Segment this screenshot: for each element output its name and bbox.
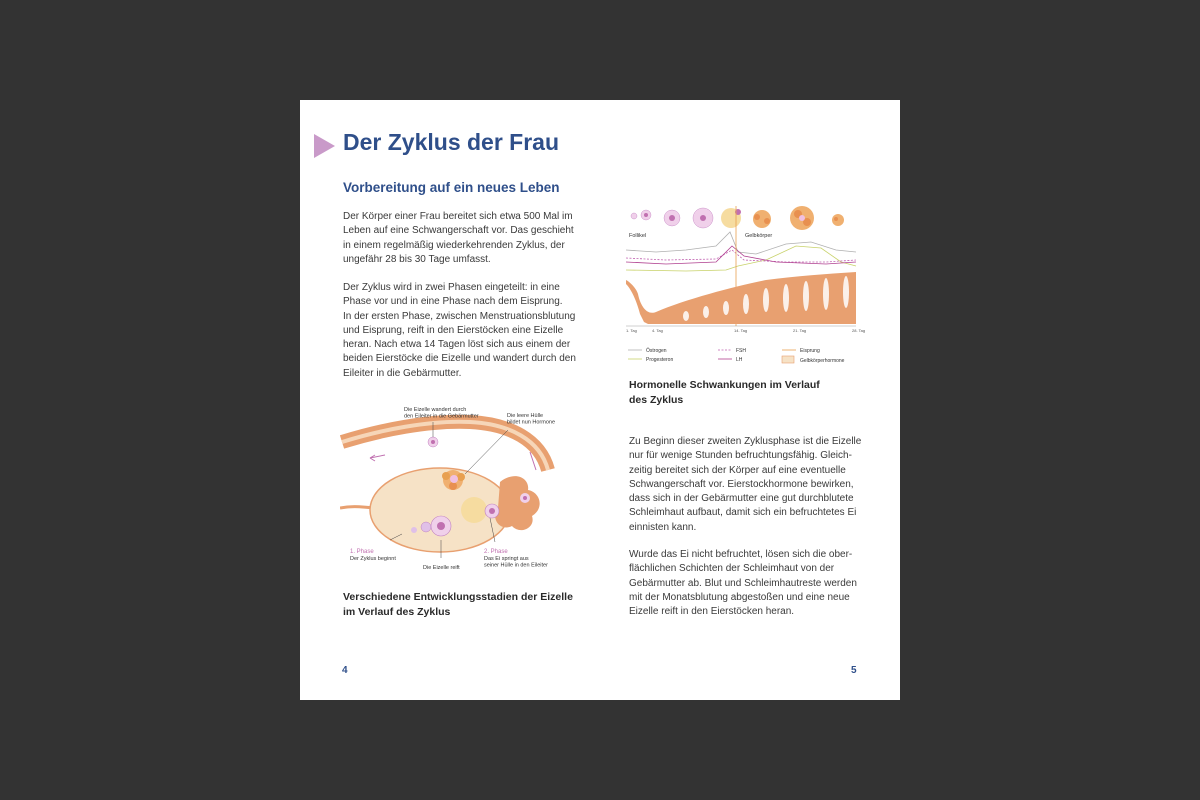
text-line: Phase vor und in eine Phase nach dem Eisprung.: [343, 296, 563, 308]
text-line: nur für wenige Stunden befruchtungsfähig. Gleich-: [629, 450, 852, 462]
text-line: in einem regelmäßig wiederkehrenden Zyklus, der: [343, 239, 565, 251]
text-line: Schwangerschaft vor. Eierstockhormone bewirken,: [629, 478, 854, 490]
follicle-stages: [631, 206, 844, 230]
legend-label: Östrogen: [646, 348, 667, 354]
text-line: Leben auf eine Schwangerschaft vor. Das geschieht: [343, 225, 574, 237]
label-phase-1-title: 1. Phase: [350, 549, 374, 555]
egg-nucleus: [489, 508, 495, 514]
intro-paragraph: [343, 210, 593, 267]
second-phase-paragraph: [629, 435, 879, 535]
page-number-left: 4: [342, 665, 348, 676]
fimbriae: [495, 476, 540, 530]
section-subtitle: Vorbereitung auf ein neues Leben: [343, 180, 560, 195]
page-title: Der Zyklus der Frau: [343, 129, 560, 155]
text-line: dass sich in der Gebärmutter eine gut durchblutete: [629, 493, 854, 505]
follicle-medium: [421, 522, 431, 532]
text-line: heran. Nach etwa 14 Tagen löst sich aus einem der: [343, 339, 571, 351]
text-line: zeitig bereitet sich der Körper auf eine eventuelle: [629, 464, 846, 476]
caption-line: Hormonelle Schwankungen im Verlauf: [629, 379, 820, 391]
tick-label: 28. Tag: [852, 328, 866, 333]
label-follicle: Follikel: [629, 233, 647, 239]
text-line: Eizelle reift in den Eierstöcken heran.: [629, 606, 795, 618]
ligament: [340, 506, 374, 508]
text-line: und Eisprung, reift in den Eierstöcken eine Eizelle: [343, 324, 564, 336]
page-number-right: 5: [851, 665, 857, 676]
label-corpus-luteum: Gelbkörper: [745, 233, 773, 239]
pointer-line: [465, 430, 508, 474]
text-line: In der ersten Phase, zwischen Menstruationsblutung: [343, 310, 576, 322]
chart-caption: [629, 378, 879, 408]
phase-paragraph: [343, 281, 593, 381]
text-line: Schleimhaut aufbaut, damit sich ein befruchtetes Ei: [629, 507, 857, 519]
text-line: Gebärmutter ab. Blut und Schleimhautreste werden: [629, 577, 857, 589]
title-marker-triangle-icon: [314, 134, 335, 158]
legend-label: FSH: [736, 348, 746, 354]
tick-label: 1. Tag: [626, 328, 637, 333]
text-line: Zu Beginn dieser zweiten Zyklusphase ist die Eizelle: [629, 436, 862, 447]
text-line: mit der Monatsblutung abgestoßen und eine neue: [629, 591, 850, 603]
caption-line: des Zyklus: [629, 394, 684, 406]
egg-cell: [437, 522, 445, 530]
egg-nucleus: [523, 496, 527, 500]
text-line: ungefähr 28 bis 30 Tage umfasst.: [343, 253, 491, 265]
text-line: beiden Eierstöcke die Eizelle und wandert durch den: [343, 353, 576, 365]
follicle-small: [411, 527, 417, 533]
menstruation-paragraph: [629, 548, 879, 619]
text-line: Der Körper einer Frau bereitet sich etwa 500 Mal im: [343, 211, 573, 222]
legend-swatch: [782, 356, 794, 363]
chart-legend: [628, 347, 845, 364]
caption-line: Verschiedene Entwicklungsstadien der Eizelle: [343, 591, 573, 603]
legend-label: Progesteron: [646, 357, 674, 363]
label-phase-2-title: 2. Phase: [484, 549, 508, 555]
brochure-spread: [300, 100, 900, 700]
label-egg-matures: Die Eizelle reift: [423, 565, 460, 571]
legend-label: LH: [736, 357, 743, 363]
tick-label: 4. Tag: [652, 328, 663, 333]
legend-label: Gelbkörperhormone: [800, 358, 845, 364]
curve-oestrogen: [626, 232, 856, 254]
curve-progesteron: [626, 246, 856, 271]
text-line: Der Zyklus wird in zwei Phasen eingeteilt: in eine: [343, 282, 560, 293]
text-line: flächlichen Schichten der Schleimhaut von der: [629, 563, 835, 575]
endometrium-tissue: [626, 272, 856, 324]
caption-line: im Verlauf des Zyklus: [343, 606, 451, 618]
tick-label: 21. Tag: [793, 328, 807, 333]
label-empty-shell: Die leere Hülle bildet nun Hormone: [507, 413, 556, 426]
fallopian-tube: [342, 422, 548, 470]
text-line: einnisten kann.: [629, 521, 697, 533]
corpus-luteum: [461, 497, 487, 523]
ovary-illustration: [340, 400, 580, 580]
label-phase-1-text: Der Zyklus beginnt: [350, 556, 396, 562]
egg-nucleus: [431, 440, 435, 444]
text-line: Eileiter in die Gebärmutter.: [343, 367, 462, 379]
illustration-caption: [343, 590, 593, 620]
hormone-cycle-chart: [626, 204, 872, 374]
label-egg-travels: Die Eizelle wandert durch den Eileiter in die Gebärmutter: [404, 407, 479, 420]
legend-label: Eisprung: [800, 348, 820, 354]
tick-label: 14. Tag: [734, 328, 748, 333]
label-phase-2-text: Das Ei springt aus seiner Hülle in den Eileiter: [484, 556, 548, 569]
text-line: Wurde das Ei nicht befruchtet, lösen sich die ober-: [629, 549, 853, 560]
